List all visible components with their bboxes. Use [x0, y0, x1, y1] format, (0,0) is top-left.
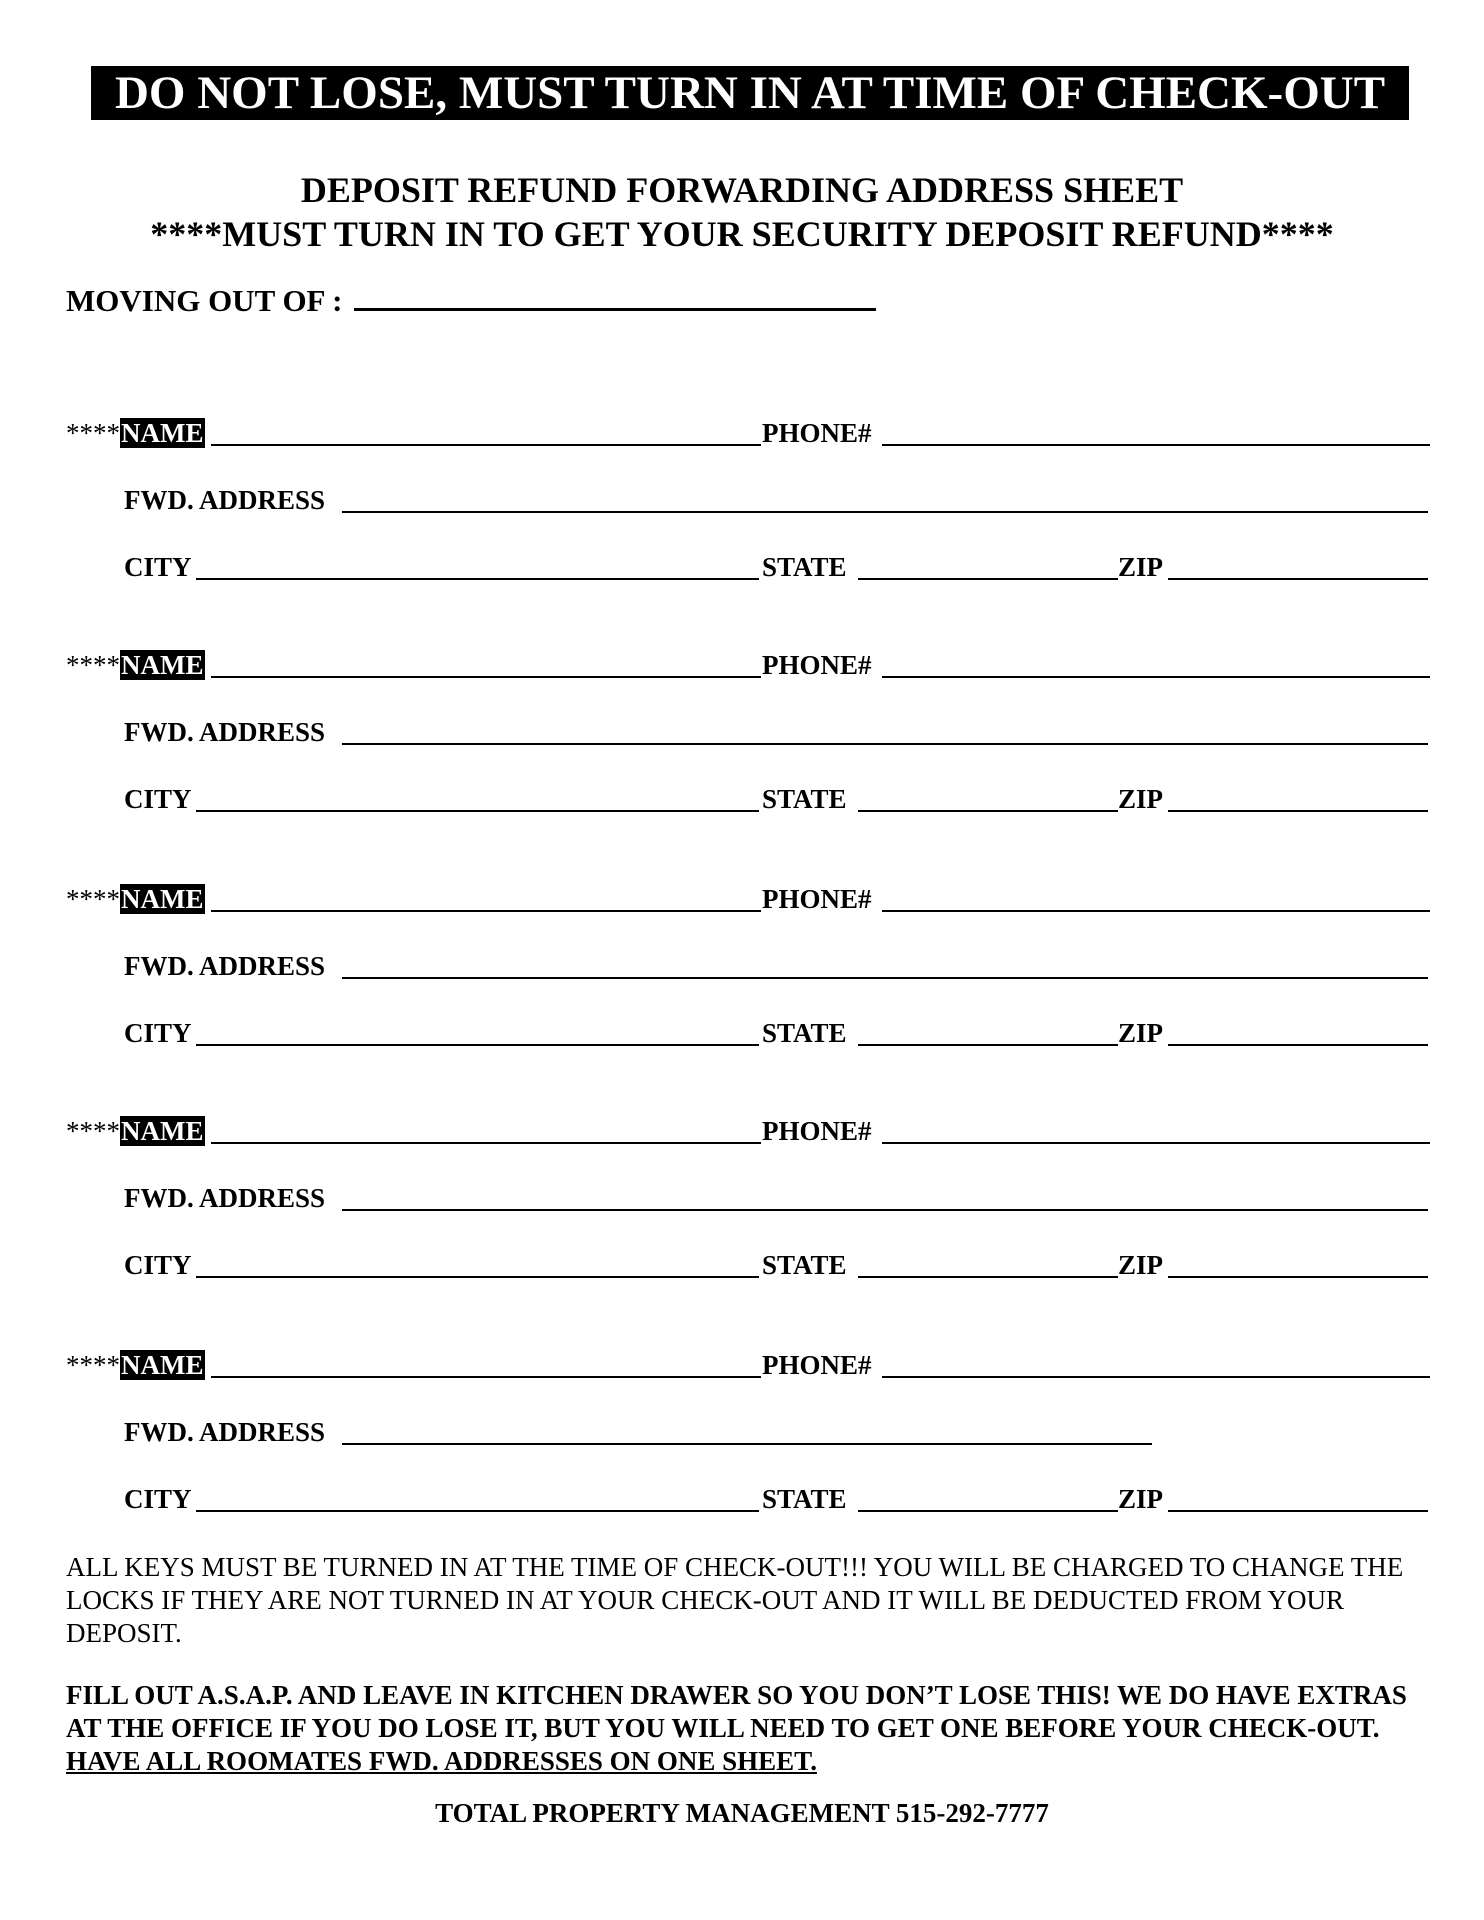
zip-blank[interactable] — [1168, 810, 1428, 812]
zip-label: ZIP — [1118, 1250, 1164, 1280]
name-label-highlight: NAME — [121, 1350, 204, 1380]
zip-blank[interactable] — [1168, 1276, 1428, 1278]
name-blank[interactable] — [211, 676, 761, 678]
city-state-zip-row — [0, 1014, 1484, 1050]
name-label — [66, 418, 205, 448]
fwd-address-blank[interactable] — [342, 743, 1428, 745]
phone-blank[interactable] — [882, 910, 1430, 912]
moving-out-field[interactable] — [66, 280, 876, 319]
zip-blank[interactable] — [1168, 1510, 1428, 1512]
city-label: CITY — [124, 552, 192, 582]
state-label: STATE — [762, 784, 847, 814]
form-subtitle: ****MUST TURN IN TO GET YOUR SECURITY DEPOSIT REFUND**** — [150, 214, 1334, 254]
phone-label: PHONE# — [762, 1350, 872, 1380]
name-label-highlight: NAME — [121, 418, 204, 448]
required-stars: **** — [66, 1350, 120, 1380]
city-blank[interactable] — [196, 810, 759, 812]
phone-label: PHONE# — [762, 884, 872, 914]
state-blank[interactable] — [858, 810, 1118, 812]
phone-label: PHONE# — [762, 1116, 872, 1146]
name-phone-row — [0, 1112, 1484, 1148]
fill-out-notice — [66, 1679, 1436, 1778]
name-phone-row — [0, 646, 1484, 682]
name-blank[interactable] — [211, 1142, 761, 1144]
phone-blank[interactable] — [882, 444, 1430, 446]
fwd-address-blank[interactable] — [342, 511, 1428, 513]
fill-out-text: FILL OUT A.S.A.P. AND LEAVE IN KITCHEN DRAWER SO YOU DON’T LOSE THIS! WE DO HAVE EXTRAS AT THE OFFICE IF YOU DO LOSE IT, BUT YOU WILL NEED TO GET ONE BEFORE YOUR CHECK-OUT. — [66, 1680, 1407, 1743]
city-blank[interactable] — [196, 578, 759, 580]
phone-label: PHONE# — [762, 650, 872, 680]
city-state-zip-row — [0, 1246, 1484, 1282]
city-state-zip-row — [0, 780, 1484, 816]
phone-blank[interactable] — [882, 1142, 1430, 1144]
fwd-address-label: FWD. ADDRESS — [124, 485, 326, 515]
name-phone-row — [0, 1346, 1484, 1382]
state-label: STATE — [762, 552, 847, 582]
state-label: STATE — [762, 1484, 847, 1514]
city-label: CITY — [124, 1018, 192, 1048]
roommates-underlined-text: HAVE ALL ROOMATES FWD. ADDRESSES ON ONE SHEET. — [66, 1746, 817, 1776]
required-stars: **** — [66, 1116, 120, 1146]
keys-notice: ALL KEYS MUST BE TURNED IN AT THE TIME OF CHECK-OUT!!! YOU WILL BE CHARGED TO CHANGE THE LOCKS IF THEY ARE NOT TURNED IN AT YOUR CHECK-OUT AND IT WILL BE DEDUCTED FROM YOUR DEPOSIT. — [66, 1552, 1404, 1648]
moving-out-blank[interactable] — [354, 280, 876, 311]
address-row — [0, 481, 1484, 517]
state-blank[interactable] — [858, 1276, 1118, 1278]
fwd-address-label: FWD. ADDRESS — [124, 717, 326, 747]
name-label-highlight: NAME — [121, 884, 204, 914]
name-phone-row — [0, 880, 1484, 916]
city-label: CITY — [124, 1250, 192, 1280]
name-blank[interactable] — [211, 1376, 761, 1378]
zip-label: ZIP — [1118, 1484, 1164, 1514]
city-label: CITY — [124, 784, 192, 814]
zip-label: ZIP — [1118, 784, 1164, 814]
name-blank[interactable] — [211, 910, 761, 912]
required-stars: **** — [66, 418, 120, 448]
fwd-address-blank[interactable] — [342, 1443, 1152, 1445]
warning-banner: DO NOT LOSE, MUST TURN IN AT TIME OF CHECK-OUT — [91, 66, 1409, 120]
name-blank[interactable] — [211, 444, 761, 446]
form-title: DEPOSIT REFUND FORWARDING ADDRESS SHEET — [300, 170, 1184, 210]
phone-blank[interactable] — [882, 676, 1430, 678]
state-blank[interactable] — [858, 578, 1118, 580]
zip-label: ZIP — [1118, 1018, 1164, 1048]
phone-blank[interactable] — [882, 1376, 1430, 1378]
fwd-address-blank[interactable] — [342, 1209, 1428, 1211]
zip-label: ZIP — [1118, 552, 1164, 582]
name-phone-row — [0, 414, 1484, 450]
address-row — [0, 713, 1484, 749]
zip-blank[interactable] — [1168, 1044, 1428, 1046]
required-stars: **** — [66, 650, 120, 680]
company-footer: TOTAL PROPERTY MANAGEMENT 515-292-7777 — [435, 1798, 1049, 1828]
name-label — [66, 1116, 205, 1146]
name-label — [66, 884, 205, 914]
state-label: STATE — [762, 1018, 847, 1048]
phone-label: PHONE# — [762, 418, 872, 448]
city-blank[interactable] — [196, 1276, 759, 1278]
address-row — [0, 1413, 1484, 1449]
fwd-address-label: FWD. ADDRESS — [124, 951, 326, 981]
name-label-highlight: NAME — [121, 1116, 204, 1146]
address-row — [0, 947, 1484, 983]
address-row — [0, 1179, 1484, 1215]
fwd-address-blank[interactable] — [342, 977, 1428, 979]
fwd-address-label: FWD. ADDRESS — [124, 1183, 326, 1213]
name-label — [66, 650, 205, 680]
moving-out-label: MOVING OUT OF : — [66, 283, 343, 318]
state-blank[interactable] — [858, 1044, 1118, 1046]
city-state-zip-row — [0, 548, 1484, 584]
required-stars: **** — [66, 884, 120, 914]
name-label-highlight: NAME — [121, 650, 204, 680]
fwd-address-label: FWD. ADDRESS — [124, 1417, 326, 1447]
city-blank[interactable] — [196, 1510, 759, 1512]
zip-blank[interactable] — [1168, 578, 1428, 580]
name-label — [66, 1350, 205, 1380]
city-state-zip-row — [0, 1480, 1484, 1516]
state-label: STATE — [762, 1250, 847, 1280]
state-blank[interactable] — [858, 1510, 1118, 1512]
city-label: CITY — [124, 1484, 192, 1514]
city-blank[interactable] — [196, 1044, 759, 1046]
